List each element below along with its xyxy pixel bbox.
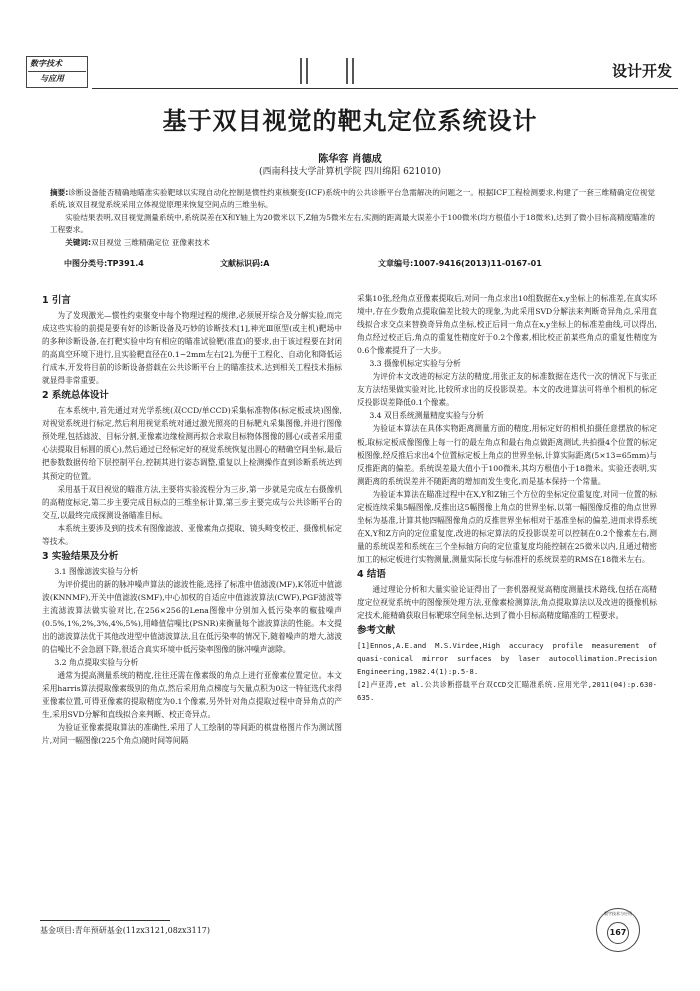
section-1-paragraph: 为了发现激光—惯性约束聚变中每个物理过程的规律,必须展开综合及分解实验,而完成这些实验的前提是要有好的诊断设备及巧妙的诊断技术[1],神光Ⅲ原型(或主机)靶场中的多种诊断设备,在打靶实验中均有相应的瞄准试验靶(准直)的要求,由于该过程要在封闭的高真空环境下进行,且实验靶直径在0.1~2mm左右[2],为便于工程化、自动化和降低运行成本,开发将目前的诊断设备搭载在公共诊断平台上的瞄准技术,达到相关工程技术指标就显得非常重要。 [42,311,342,386]
section-3-heading: 3 实验结果及分析 [42,550,119,562]
section-3-1-paragraph: 为评价提出的新的脉冲噪声算法的滤波性能,选择了标准中值滤波(MF),K邻近中值滤波(KNNMF),开关中值滤波(SMF),中心加权的自适应中值滤波算法(CWF),PGF滤波等主流滤波算法做实验对比,在256×256的Lena图像中分别加入低污染率的椒盐噪声(0.5%,1%,2%,3%,4%,5%),用峰值信噪比(PSNR)来衡量每个滤波算法的性能。本文提出的滤波算法优于其他改进型中值滤波算法,且在低污染率的情况下,随着噪声的增大,滤波的信噪比不会急剧下降,很适合真实环境中低污染率图像的脉冲噪声滤除。 [42,579,342,655]
header-decoration [300,58,360,84]
section-1-heading: 1 引言 [42,295,71,306]
doc-code: 文献标识码:A [220,259,270,268]
section-3-2-paragraph-2: 为验证亚像素提取算法的准确性,采用了人工绘制的等间距的棋盘格图片作为测试图片,对同一幅图像(225个角点)随时间等间隔 [42,723,342,746]
section-3-4-paragraph-2: 为验证本算法在瞄准过程中在X,Y和Z轴三个方位的坐标定位重复度,对同一位置的标定板连续采集5幅图像,反推出这5幅图像上角点的世界坐标,以第一幅图像反推的角点世界坐标为基准,计算其他四幅图像角点的反推世界坐标相对于基准坐标的偏差,进而求得系统在X,Y和Z方向的定位重复度,改进的标定算法的反投影误差可以控制在0.2个像素左右,测量的系统误差和系统在三个坐标轴方向的定位重复度均能控制在25微米以内,且通过精密加工的标定板进行实物测量,测量实际长度与标准杆的系统误差的RMS在18微米左右。 [357,489,657,564]
section-3-3-heading: 3.3 摄像机标定实验与分析 [369,359,461,369]
section-3-2-heading: 3.2 角点提取实验与分析 [54,658,139,668]
clc-number: 中图分类号:TP391.4 [64,259,144,268]
page-number: 167 [607,922,629,944]
keywords: 双目视觉 三维精确定位 亚像素技术 [91,237,210,247]
section-tag: 设计开发 [611,62,672,80]
article-number: 文章编号:1007-9416(2013)11-0167-01 [378,259,542,268]
section-2-heading: 2 系统总体设计 [42,390,109,402]
section-2-paragraph-3: 本系统主要涉及到的技术有图像滤波、亚像素角点提取、镜头畸变校正、摄像机标定等技术。 [42,523,342,546]
affiliation: (西南科技大学計算机学院 四川绵阳 621010) [258,167,442,177]
page-seal-text: 数字技术与应用 [604,911,632,916]
section-3-4-heading: 3.4 双目系统测量精度实验与分析 [369,411,484,421]
right-column [357,292,657,704]
reference-1: [1]Ennos,A.E.and M.S.Virdee,High accuracy profile measurement of quasi-conical mirror surfaces by laser autocollimation.Precision Engineering,1982.4(1):p.5-8. [357,641,657,677]
section-4-heading: 4 结语 [357,568,386,580]
keywords-label: 关键词: [65,237,92,247]
section-3-2-paragraph-1: 通常为提高测量系统的精度,往往还需在像素级的角点上进行亚像素位置定位。本文采用harris算法提取像素级别的角点,然后采用角点梯度与矢量点积为0这一特征选代求得亚像素位置,可得亚像素的提取精度为0.1个像素,另外针对角点提取过程中奇异角点的产生,采用SVD分解和直线拟合来判断、校正奇异点。 [42,671,342,720]
section-3-1-heading: 3.1 图像滤波实验与分析 [54,566,139,576]
section-3-4-paragraph-1: 为验证本算法在具体实物距离测量方面的精度,用标定好的相机拍摄任意摆放的标定板,取标定板成像图像上每一行的最左角点和最右角点做距离测试,共拍摄4个位置的标定板图像,经反推后求出4个位置标定板上角点的世界坐标,计算实际距离(5×13=65mm)与反推距离的偏差。系统误差最大值小于100微米,其均方根值小于18微米。实验还表明,实测距离的系统误差并不随距离的增加而发生变化,而是基本保持一个常量。 [357,424,657,486]
section-4-paragraph: 通过理论分析和大量实验论证得出了一套机器视觉高精度测量技术路线,包括在高精度定位视觉系统中的图像预处理方法,亚像素检测算法,角点提取算法以及改进的摄像机标定技术,能精确获取目标靶球空间坐标,达到了微小目标高精度瞄准的工程要求。 [357,584,657,621]
journal-logo-line2: 与应用 [40,73,64,83]
footnote-rule [40,920,170,921]
authors: 陈华容 肖德成 [318,154,382,165]
section-2-paragraph-2: 采用基于双目视觉的瞄准方法,主要将实验流程分为三步,第一步就是完成左右摄像机的高精度标定,第二步主要完成目标点的三维坐标计算,第三步主要完成与公共诊断平台的交互,以最终完成探测设备瞄准目标。 [42,484,342,520]
abstract-label: 摘要: [50,188,69,197]
abstract-text2: 实验结果表明,双目视觉测量系统中,系统误差在X和Y轴上为20微米以下,Z轴为5微米左右,实测的距离最大误差小于100微米(均方根值小于18微米),达到了微小目标高精度瞄准的工程要求。 [50,212,655,235]
reference-2: [2]卢亚涛,et al.公共诊断搭载平台双CCD交汇瞄准系统.应用光学,2011(04):p.630-635. [357,680,657,703]
references-heading: 参考文献 [357,625,396,637]
header-rule [92,88,678,89]
section-3-3-paragraph: 为评价本文改进的标定方法的精度,用张正友的标准数据在迭代一次的情况下与张正友方法结果做实验对比,比较所求出的反投影误差。本文的改进算法可将单个相机的标定反投影误差降低0.1个像素。 [357,372,657,408]
logo-divider [28,71,86,72]
journal-logo-line1: 数字技术 [30,58,62,68]
abstract-text: 诊断设备能否精确地瞄准实验靶球以实现自动化控制是惯性约束核聚变(ICF)系统中的公共诊断平台急需解决的问题之一。根据ICF工程检测要求,构建了一套三维精确定位视觉系统,该双目视觉系统采用立体视觉原理来恢复空间点的三维坐标。 [50,188,655,210]
section-2-paragraph-1: 在本系统中,首先通过对光学系统(双CCD/单CCD)采集标准物体(标定板或块)图像,对视觉系统进行标定,然后利用视觉系统对通过激光照亮的目标靶丸采集图像,并进行图像预处理,包括滤波、目标分割,亚像素边缘检测再拟合求取目标物体图像的圆心(或者采用重心法提取目标圆的质心),然后通过已经标定好的视觉系统恢复出圆心的精确空间坐标,最后把参数数据传给下层控制平台,控制其进行姿态调整,重复以上检测操作直到诊断系统达到其预定的位置。 [42,406,343,481]
abstract [50,187,655,249]
paper-title: 基于双目视觉的靶丸定位系统设计 [162,106,538,135]
funding-footnote: 基金项目:青年预研基金(11zx3121,08zx3117) [40,926,211,935]
section-3-2-continued: 采集10张,经角点亚像素提取后,对同一角点求出10组数据在x,y坐标上的标准差,在真实环境中,存在少数角点提取偏差比较大的现象,为此采用SVD分解法来判断奇异角点,采用直线拟合求交点来替换奇异角点坐标,校正后同一角点在x,y坐标上的标准差曲线,可以得出,角点经过校正后,角点的重复性精度好于0.2个像素,相比校正前某些角点的重复性精度为0.6个像素提升了一大步。 [357,294,657,356]
left-column [42,292,342,747]
